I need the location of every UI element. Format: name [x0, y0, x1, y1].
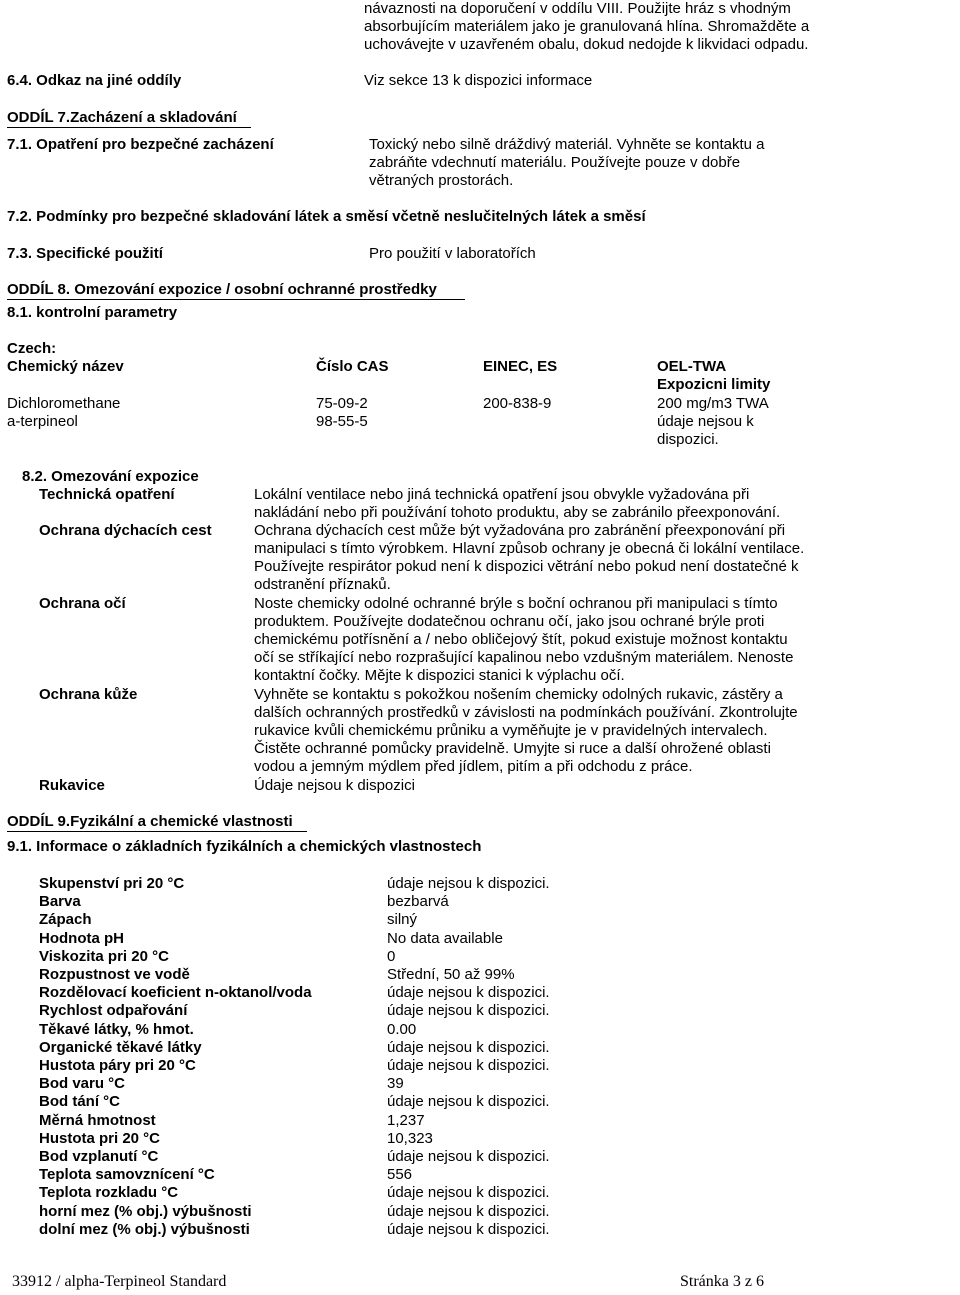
section-8-1-label: 8.1. kontrolní parametry — [7, 304, 178, 321]
eye-protection-line-4: očí se stříkající nebo rozprašující kapalinou nebo vzdušným materiálem. Nenoste — [254, 649, 794, 666]
property-value: Střední, 50 až 99% — [387, 966, 515, 983]
table-header-cas: Číslo CAS — [316, 358, 389, 375]
property-value: údaje nejsou k dispozici. — [387, 1039, 550, 1056]
eye-protection-line-2: produktem. Používejte dodatečnou ochranu očí, jako jsou ochrané brýle proti — [254, 613, 765, 630]
respiratory-protection-line-3: Používejte respirátor pokud není k dispozici větrání nebo pokud není dostatečné k — [254, 558, 799, 575]
property-value: 10,323 — [387, 1130, 433, 1147]
section-7-3-label: 7.3. Specifické použití — [7, 245, 163, 262]
technical-measures-line-2: nakládání nebo při používání tohoto produktu, aby se zabránilo přeexponování. — [254, 504, 781, 521]
property-value: údaje nejsou k dispozici. — [387, 1184, 550, 1201]
property-value: údaje nejsou k dispozici. — [387, 984, 550, 1001]
eye-protection-line-3: chemickému potřísnění a / nebo obličejový štít, pokud existuje možnost kontaktu — [254, 631, 788, 648]
property-value: 0 — [387, 948, 396, 965]
property-label: Teplota rozkladu °C — [39, 1184, 179, 1201]
property-value: údaje nejsou k dispozici. — [387, 1148, 550, 1165]
property-label: Rozdělovací koeficient n-oktanol/voda — [39, 984, 312, 1001]
table-row-1-einec: 200-838-9 — [483, 395, 552, 412]
table-row-1-cas: 75-09-2 — [316, 395, 368, 412]
property-label: Hustota páry pri 20 °C — [39, 1057, 196, 1074]
property-value: 39 — [387, 1075, 404, 1092]
property-label: Viskozita pri 20 °C — [39, 948, 169, 965]
respiratory-protection-label: Ochrana dýchacích cest — [39, 522, 212, 539]
section-6-4-value: Viz sekce 13 k dispozici informace — [364, 72, 593, 89]
section-9-underline — [7, 831, 307, 832]
skin-protection-line-2: dalších ochranných prostředků v závislosti na podmínkách používání. Zkontrolujte — [254, 704, 798, 721]
property-label: Teplota samovznícení °C — [39, 1166, 215, 1183]
section-9-title: ODDÍL 9.Fyzikální a chemické vlastnosti — [7, 813, 293, 830]
continuation-line-3: uchovávejte v uzavřeném obalu, dokud nedojde k likvidaci odpadu. — [364, 36, 809, 53]
table-row-1-name: Dichloromethane — [7, 395, 121, 412]
section-8-title: ODDÍL 8. Omezování expozice / osobní ochranné prostředky — [7, 281, 437, 298]
property-label: Barva — [39, 893, 81, 910]
skin-protection-line-3: rukavice kvůli chemickému průniku a vyměňujte je v pravidelných intervalech. — [254, 722, 768, 739]
property-label: Hustota pri 20 °C — [39, 1130, 161, 1147]
property-label: Bod tání °C — [39, 1093, 120, 1110]
property-label: Rychlost odpařování — [39, 1002, 188, 1019]
section-7-1-line-2: zabráňte vdechnutí materiálu. Používejte pouze v dobře — [369, 154, 741, 171]
property-value: údaje nejsou k dispozici. — [387, 1002, 550, 1019]
property-value: silný — [387, 911, 418, 928]
table-row-2-oel-2: dispozici. — [657, 431, 719, 448]
eye-protection-label: Ochrana očí — [39, 595, 126, 612]
section-7-2-label: 7.2. Podmínky pro bezpečné skladování látek a směsí včetně neslučitelných látek a směsí — [7, 208, 646, 225]
property-value: údaje nejsou k dispozici. — [387, 1203, 550, 1220]
country-label: Czech: — [7, 340, 57, 357]
property-label: Bod vzplanutí °C — [39, 1148, 159, 1165]
section-7-1-line-3: větraných prostorách. — [369, 172, 514, 189]
section-6-4-label: 6.4. Odkaz na jiné oddíly — [7, 72, 182, 89]
table-header-oel: OEL-TWA — [657, 358, 727, 375]
property-value: údaje nejsou k dispozici. — [387, 1057, 550, 1074]
property-label: Těkavé látky, % hmot. — [39, 1021, 194, 1038]
skin-protection-line-1: Vyhněte se kontaktu s pokožkou nošením chemicky odolných rukavic, zástěry a — [254, 686, 783, 703]
section-7-1-label: 7.1. Opatření pro bezpečné zacházení — [7, 136, 274, 153]
gloves-label: Rukavice — [39, 777, 105, 794]
property-label: Zápach — [39, 911, 92, 928]
table-row-2-cas: 98-55-5 — [316, 413, 368, 430]
section-8-2-title: 8.2. Omezování expozice — [22, 468, 199, 485]
section-9-1-label: 9.1. Informace o základních fyzikálních a chemických vlastnostech — [7, 838, 482, 855]
skin-protection-line-4: Čistěte ochranné pomůcky pravidelně. Umyjte si ruce a další ohrožené oblasti — [254, 740, 771, 757]
table-row-2-name: a-terpineol — [7, 413, 78, 430]
property-label: Měrná hmotnost — [39, 1112, 156, 1129]
technical-measures-line-1: Lokální ventilace nebo jiná technická opatření jsou obvykle vyžadována při — [254, 486, 750, 503]
property-value: bezbarvá — [387, 893, 449, 910]
property-label: Skupenství pri 20 °C — [39, 875, 185, 892]
property-value: údaje nejsou k dispozici. — [387, 1093, 550, 1110]
property-value: 556 — [387, 1166, 413, 1183]
property-label: horní mez (% obj.) výbušnosti — [39, 1203, 252, 1220]
property-label: Bod varu °C — [39, 1075, 126, 1092]
gloves-value: Údaje nejsou k dispozici — [254, 777, 415, 794]
section-7-1-line-1: Toxický nebo silně dráždivý materiál. Vyhněte se kontaktu a — [369, 136, 765, 153]
eye-protection-line-1: Noste chemicky odolné ochranné brýle s boční ochranou při manipulaci s tímto — [254, 595, 778, 612]
section-7-title: ODDÍL 7.Zacházení a skladování — [7, 109, 237, 126]
property-value: údaje nejsou k dispozici. — [387, 875, 550, 892]
table-header-einec: EINEC, ES — [483, 358, 558, 375]
section-7-3-value: Pro použití v laboratořích — [369, 245, 536, 262]
property-value: údaje nejsou k dispozici. — [387, 1221, 550, 1238]
respiratory-protection-line-2: manipulaci s tímto výrobkem. Hlavní způsob ochrany je obecná či lokální ventilace. — [254, 540, 805, 557]
section-7-underline — [7, 127, 251, 128]
skin-protection-label: Ochrana kůže — [39, 686, 138, 703]
continuation-line-1: návaznosti na doporučení v oddílu VIII. Použijte hráz s vhodným — [364, 0, 791, 17]
skin-protection-line-5: vodou a jemným mýdlem před jídlem, pitím a při odchodu z práce. — [254, 758, 693, 775]
footer-page-number: Stránka 3 z 6 — [680, 1273, 764, 1290]
respiratory-protection-line-4: odstranění příznaků. — [254, 576, 391, 593]
property-label: Organické těkavé látky — [39, 1039, 202, 1056]
property-value: No data available — [387, 930, 503, 947]
property-label: Hodnota pH — [39, 930, 124, 947]
continuation-line-2: absorbujícím materiálem jako je granulovaná hlína. Shromažděte a — [364, 18, 810, 35]
section-8-underline — [7, 299, 465, 300]
property-label: dolní mez (% obj.) výbušnosti — [39, 1221, 250, 1238]
table-header-oel-sub: Expozicni limity — [657, 376, 771, 393]
footer-document-id: 33912 / alpha-Terpineol Standard — [12, 1273, 227, 1290]
eye-protection-line-5: kontaktní čočky. Mějte k dispozici stanici k výplachu očí. — [254, 667, 625, 684]
table-row-2-oel-1: údaje nejsou k — [657, 413, 754, 430]
property-value: 0.00 — [387, 1021, 417, 1038]
technical-measures-label: Technická opatření — [39, 486, 175, 503]
respiratory-protection-line-1: Ochrana dýchacích cest může být vyžadována pro zabránění přeexponování při — [254, 522, 786, 539]
property-label: Rozpustnost ve vodě — [39, 966, 190, 983]
table-header-name: Chemický název — [7, 358, 124, 375]
table-row-1-oel: 200 mg/m3 TWA — [657, 395, 769, 412]
property-value: 1,237 — [387, 1112, 425, 1129]
